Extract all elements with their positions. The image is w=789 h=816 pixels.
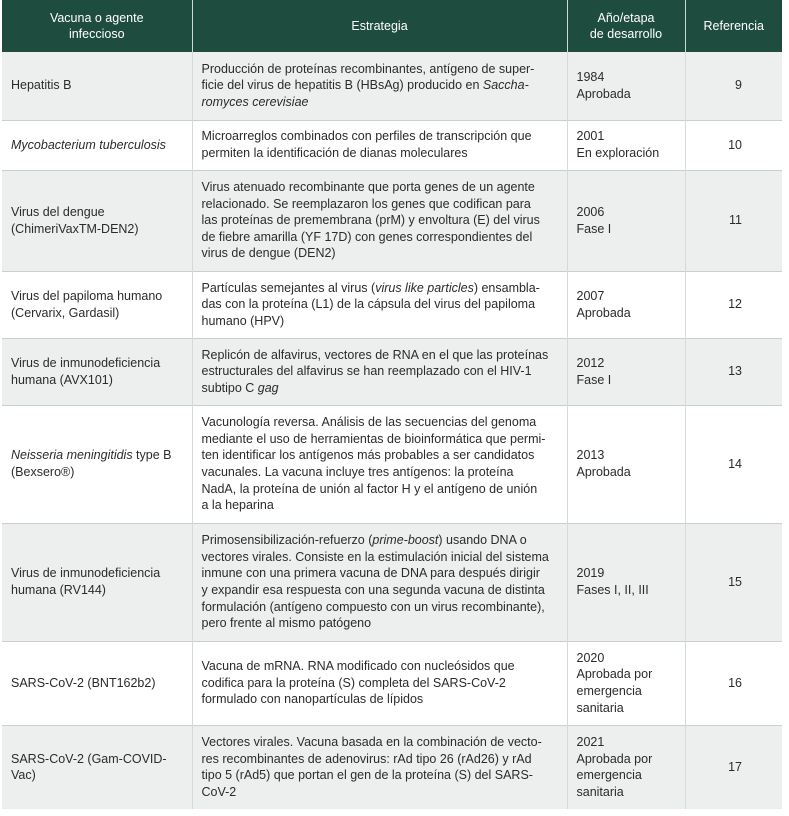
reference-cell: 16: [685, 641, 782, 725]
year-cell: 2019 Fases I, II, III: [567, 523, 685, 641]
vaccine-strategies-table: [2, 0, 782, 809]
agent-cell: SARS-CoV-2 (Gam-COVID- Vac): [2, 725, 192, 809]
strategy-cell: Virus atenuado recombinante que porta genes de un agente relacionado. Se reemplazaron los genes que codifican para las proteínas de premembrana (prM) y envoltura (E) del virus de fiebre amarilla (YF 17D) con genes correspondientes del virus de dengue (DEN2): [192, 170, 567, 271]
reference-cell: 11: [685, 170, 782, 271]
strategy-cell: Vectores virales. Vacuna basada en la combinación de vecto- res recombinantes de adenovirus: rAd tipo 26 (rAd26) y rAd tipo 5 (rAd5) que portan el gen de la proteína (S) del SARS- CoV-2: [192, 725, 567, 809]
header-reference: Referencia: [685, 0, 782, 52]
table-row: [2, 523, 782, 641]
agent-cell: Hepatitis B: [2, 52, 192, 120]
strategy-cell: Primosensibilización-refuerzo (prime-boost) usando DNA o vectores virales. Consiste en la estimulación inicial del sistema inmune con una primera vacuna de DNA para después dirigir y expandir esa respuesta con una segunda vacuna de distinta formulación (antígeno compuesto con un virus recombinante), pero frente al mismo patógeno: [192, 523, 567, 641]
year-cell: 2006 Fase I: [567, 170, 685, 271]
year-cell: 2020 Aprobada por emergencia sanitaria: [567, 641, 685, 725]
reference-cell: 14: [685, 405, 782, 523]
strategy-cell: Producción de proteínas recombinantes, antígeno de super- ficie del virus de hepatitis B (HBsAg) producido en Saccha- romyces cerevisiae: [192, 52, 567, 120]
header-agent: Vacuna o agente infeccioso: [2, 0, 192, 52]
table-row: [2, 338, 782, 405]
table-row: [2, 52, 782, 120]
reference-cell: 17: [685, 725, 782, 809]
reference-cell: 9: [685, 52, 782, 120]
agent-cell: Neisseria meningitidis type B (Bexsero®): [2, 405, 192, 523]
agent-cell: Mycobacterium tuberculosis: [2, 120, 192, 170]
strategy-cell: Replicón de alfavirus, vectores de RNA en el que las proteínas estructurales del alfavirus se han reemplazado con el HIV-1 subtipo C gag: [192, 338, 567, 405]
table-header: [2, 0, 782, 52]
reference-cell: 10: [685, 120, 782, 170]
table-row: [2, 641, 782, 725]
table-row: [2, 405, 782, 523]
table-row: [2, 271, 782, 338]
table-row: [2, 170, 782, 271]
header-year: Año/etapa de desarrollo: [567, 0, 685, 52]
strategy-cell: Vacuna de mRNA. RNA modificado con nucleósidos que codifica para la proteína (S) completa del SARS-CoV-2 formulado con nanopartículas de lípidos: [192, 641, 567, 725]
year-cell: 2012 Fase I: [567, 338, 685, 405]
year-cell: 2001 En exploración: [567, 120, 685, 170]
agent-cell: Virus del papiloma humano (Cervarix, Gardasil): [2, 271, 192, 338]
agent-cell: Virus del dengue (ChimeriVaxTM-DEN2): [2, 170, 192, 271]
agent-cell: SARS-CoV-2 (BNT162b2): [2, 641, 192, 725]
reference-cell: 15: [685, 523, 782, 641]
year-cell: 2021 Aprobada por emergencia sanitaria: [567, 725, 685, 809]
agent-cell: Virus de inmunodeficiencia humana (AVX101): [2, 338, 192, 405]
agent-cell: Virus de inmunodeficiencia humana (RV144): [2, 523, 192, 641]
year-cell: 2007 Aprobada: [567, 271, 685, 338]
strategy-cell: Partículas semejantes al virus (virus like particles) ensambla- das con la proteína (L1) de la cápsula del virus del papiloma humano (HPV): [192, 271, 567, 338]
reference-cell: 13: [685, 338, 782, 405]
reference-cell: 12: [685, 271, 782, 338]
strategy-cell: Vacunología reversa. Análisis de las secuencias del genoma mediante el uso de herramientas de bioinformática que permi- ten identificar los antígenos más probables a ser candidatos vacunales. La vacuna incluye tres antígenos: la proteína NadA, la proteína de unión al factor H y el antígeno de unión a la heparina: [192, 405, 567, 523]
strategy-cell: Microarreglos combinados con perfiles de transcripción que permiten la identificación de dianas moleculares: [192, 120, 567, 170]
header-strategy: Estrategia: [192, 0, 567, 52]
table-row: [2, 120, 782, 170]
year-cell: 2013 Aprobada: [567, 405, 685, 523]
table-row: [2, 725, 782, 809]
year-cell: 1984 Aprobada: [567, 52, 685, 120]
